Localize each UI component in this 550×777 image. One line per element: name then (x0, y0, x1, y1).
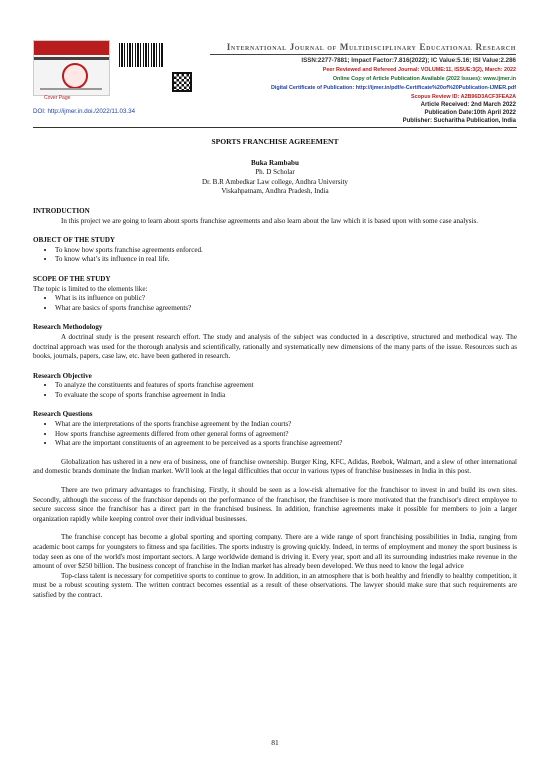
object-heading: OBJECT OF THE STUDY (33, 236, 116, 245)
peer-review-line: Peer Reviewed and Refereed Journal: VOLUME:11, ISSUE:3(2), March: 2022 (322, 67, 516, 73)
article-title: SPORTS FRANCHISE AGREEMENT (211, 137, 339, 146)
cover-page-label: Cover Page (44, 95, 71, 101)
page-number: 81 (271, 738, 279, 747)
author-institution: Dr. B.R Ambedkar Law college, Andhra University (202, 177, 348, 186)
scopus-review-id: Scopus Review ID: A2B96D3ACF3FEA2A (411, 94, 516, 100)
digital-certificate-line[interactable]: Digital Certificate of Publication: http://ijmer.in/pdf/e-Certificate%20of%20Publication-IJMER.pdf (271, 85, 516, 91)
objective-list (33, 381, 517, 400)
methodology-heading: Research Methodology (33, 323, 103, 332)
seal-icon (62, 63, 88, 89)
body-paragraph: Globalization has ushered in a new era of business, one of franchise ownership. Burger King, KFC, Adidas, Reebok, Walmart, and a slew of other international and domestic brands dominate the Indian market. We'll look at the legal difficulties that occur in various types of franchise businesses in India in this post. (33, 457, 517, 476)
journal-title: International Journal of Multidisciplinary Educational Research (226, 42, 516, 52)
introduction-heading: INTRODUCTION (33, 206, 90, 215)
scope-heading: SCOPE OF THE STUDY (33, 274, 111, 283)
doi-link[interactable]: DOI: http://ijmer.in.doi./2022/11.03.34 (33, 108, 136, 115)
list-item: • What is its influence on public? (55, 294, 517, 304)
questions-list (33, 420, 517, 449)
questions-heading: Research Questions (33, 410, 93, 419)
barcode-icon (119, 43, 164, 67)
publisher-line: Publisher: Sucharitha Publication, India (402, 118, 516, 124)
author-location: Viskahpatnam, Andhra Pradesh, India (221, 187, 329, 196)
article-received-date: Article Received: 2nd March 2022 (420, 102, 516, 108)
body-paragraph: The franchise concept has become a global sporting and sporting company. There are a wide range of sport franchising possibilities in India, ranging from academic boot camps for youngsters to fitness and spa facilities. The sports industry is growing quickly. Indeed, in terms of employment and money the sport business is today seen as one of the world's most important sectors. A large worldwide demand is driving it. Every year, sport and all its surrounding industries make revenue in the amount of over $250 billion. The business concept of franchise in the Indian market has already been developed. We thus need to know the legal advice (33, 533, 517, 571)
scope-intro: The topic is limited to the elements like: (33, 284, 148, 293)
object-list (33, 246, 517, 265)
body-paragraph: There are two primary advantages to franchising. Firstly, it should be seen as a low-risk alternative for the franchisor to invest in and build its own sites. Secondly, although the success of the franchisor depends on the performance of the franchisor, the franchisee is more motivated that the franchisor's direct employee to secure success since the franchisor has a direct part in the franchised business. In addition, franchise agreements make it possible for members to join a larger organization rapidly while keeping control over their individual businesses. (33, 486, 517, 523)
scope-list (33, 294, 517, 313)
header-divider (210, 54, 516, 55)
methodology-text: A doctrinal study is the present research effort. The study and analysis of the subject was conducted in a descriptive, structured and methodical way. The doctrinal approach was used for the thorough analysis and scientifically, rationally and systematically new dimensions of the many parts of the issue. Resources such as books, journals, papers, case law, etc. have been gathered in research. (33, 332, 517, 361)
list-item: • How sports franchise agreements differed from other general forms of agreement? (55, 430, 517, 440)
journal-cover-thumbnail (33, 40, 110, 96)
author-degree: Ph. D Scholar (255, 168, 295, 177)
body-paragraph: Top-class talent is necessary for competitive sports to continue to grow. In addition, in an atmosphere that is both healthy and friendly to healthy competition, it must be a robust scouting system. The written contract becomes essential as a result of these observations. The lawyer should make sure that such requirements are satisfied by the contract. (33, 571, 517, 599)
list-item: • What are the important constituents of an agreement to be perceived as a sports franchise agreement? (55, 439, 517, 449)
article-body (33, 137, 517, 601)
list-item: • To analyze the constituents and features of sports franchise agreement (55, 381, 517, 391)
list-item: • To evaluate the scope of sports franchise agreement in India (55, 391, 517, 401)
list-item: • What are the interpretations of the sports franchise agreement by the Indian courts? (55, 420, 517, 430)
list-item: • To know what’s its influence in real life. (55, 255, 517, 265)
online-copy-line[interactable]: Online Copy of Article Publication Available (2022 Issues): www.ijmer.in (332, 76, 516, 82)
author-name: Buka Rambabu (251, 158, 299, 167)
introduction-text: In this project we are going to learn about sports franchise agreements and also learn about the law which it is based upon with some case analysis. (61, 216, 479, 225)
header-rule (33, 127, 517, 128)
qr-code-icon (172, 72, 192, 92)
list-item: • What are basics of sports franchise agreements? (55, 304, 517, 314)
objective-heading: Research Objective (33, 371, 92, 380)
issn-line: ISSN:2277-7881; Impact Factor:7.816(2022); IC Value:5.16; ISI Value:2.286 (301, 57, 516, 64)
list-item: • To know how sports franchise agreements enforced. (55, 246, 517, 256)
publication-date: Publication Date:10th April 2022 (424, 110, 516, 116)
